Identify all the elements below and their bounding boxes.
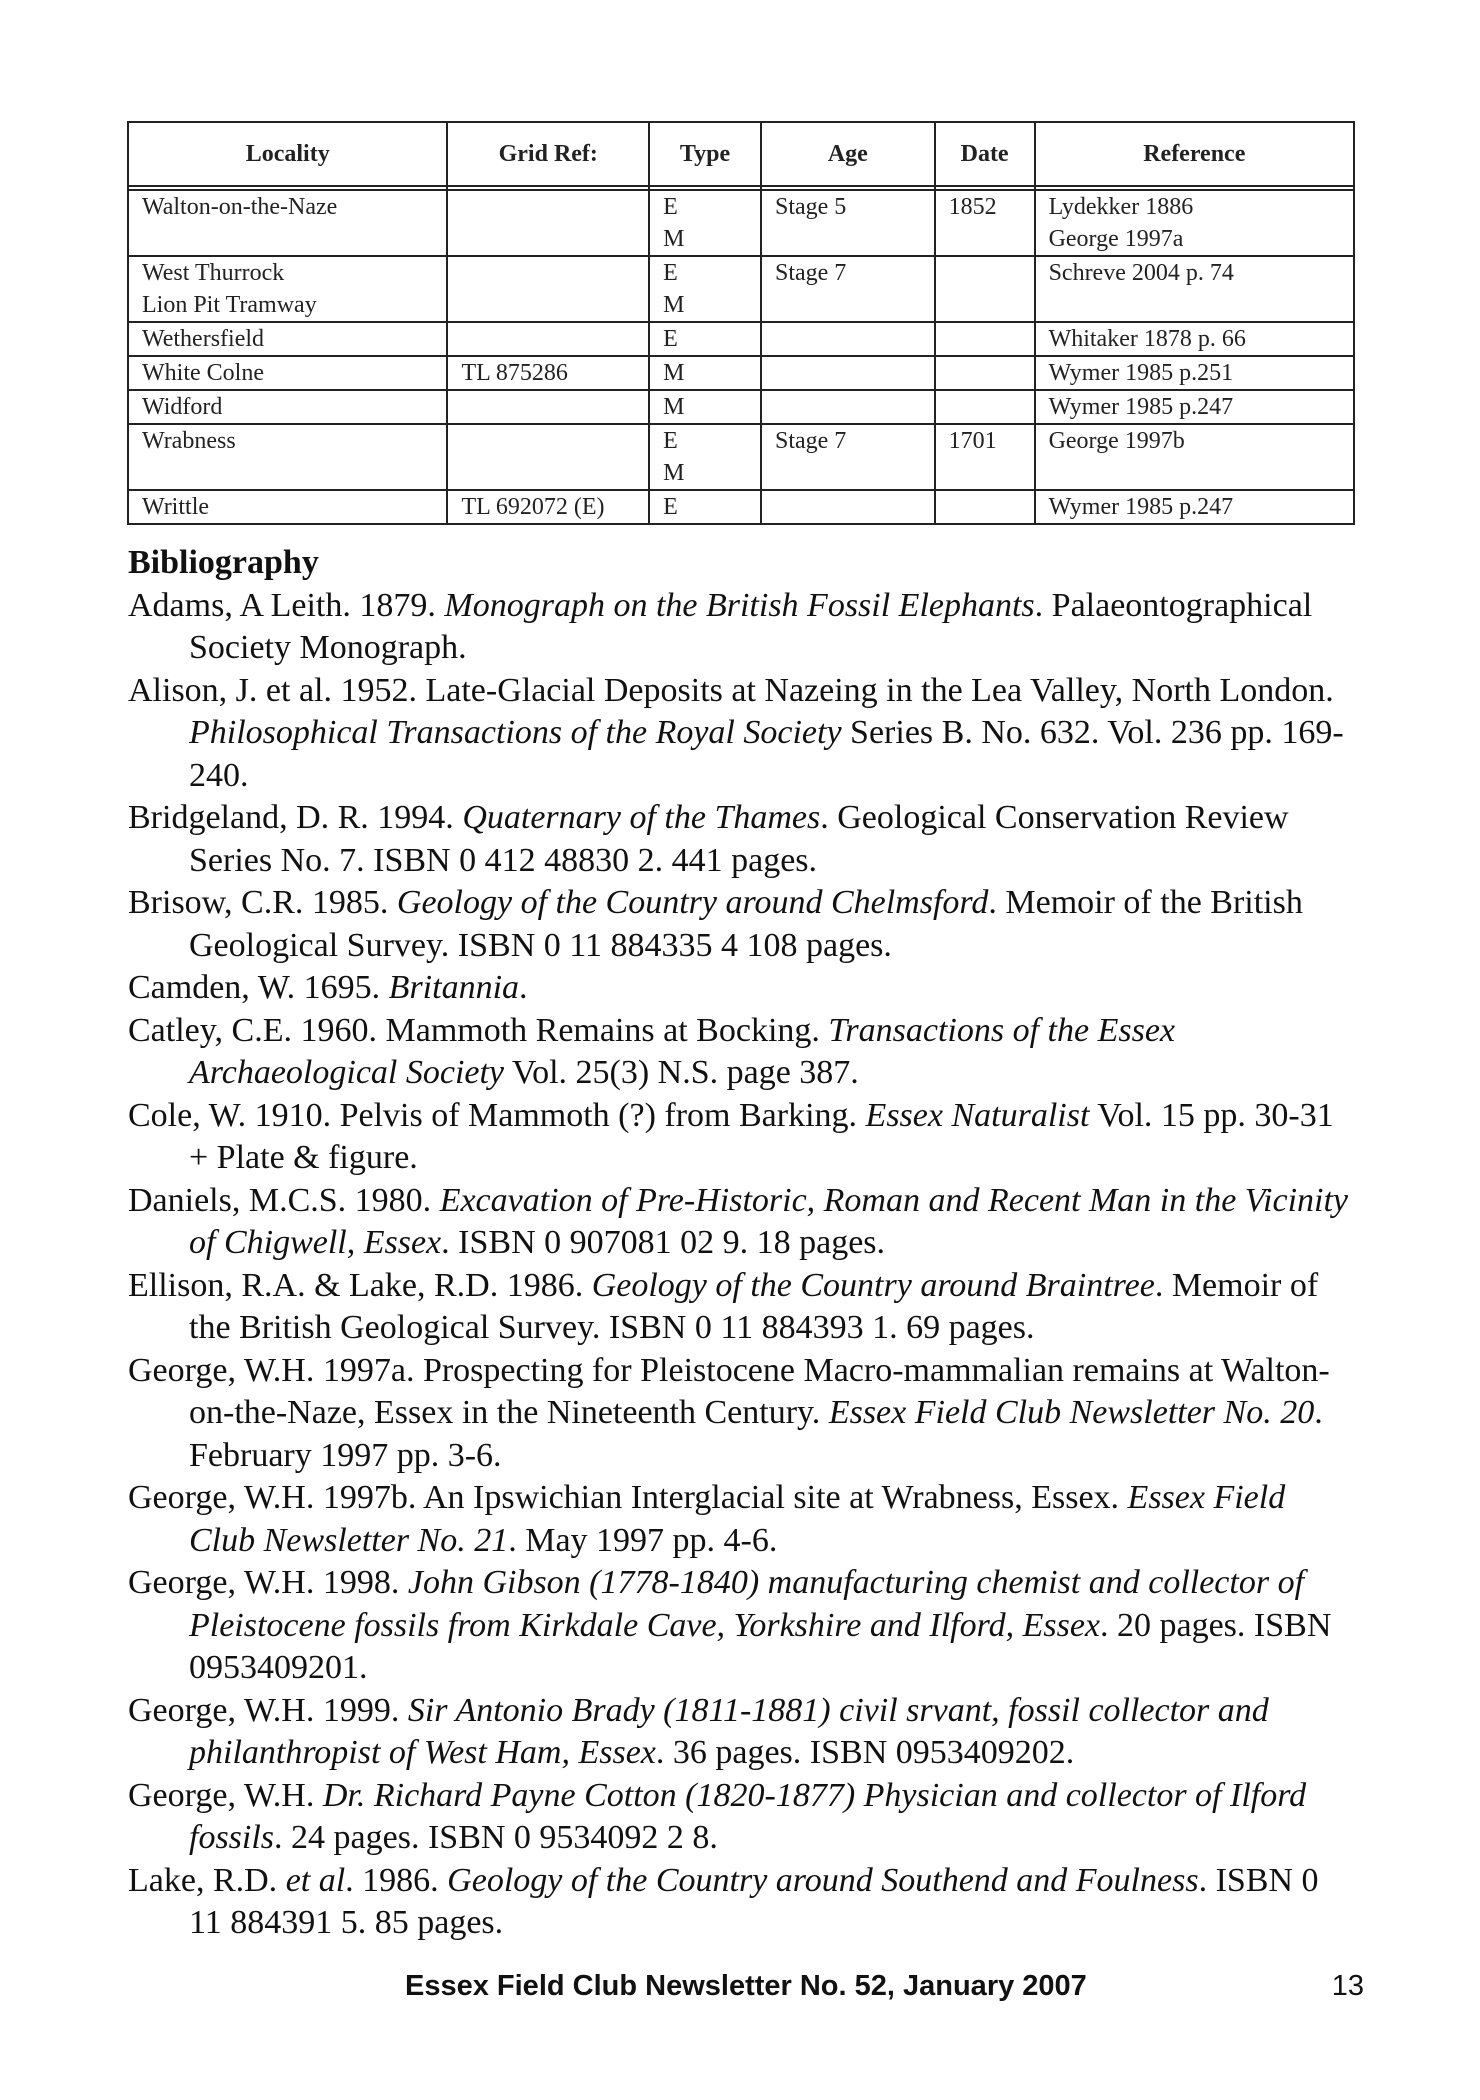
cell-line: M (663, 292, 685, 318)
table-header-row (128, 122, 1354, 186)
bibliography-section (128, 542, 1358, 1945)
table-cell-locality (128, 490, 447, 524)
table-cell-type (649, 356, 761, 390)
cell-line: Stage 5 (774, 194, 847, 220)
table-cell-age (761, 190, 935, 256)
page-footer (0, 1970, 1480, 2010)
cell-line: Wymer 1985 p.251 (1048, 360, 1234, 386)
entry-text: . May 1997 pp. 4-6. (508, 1521, 778, 1559)
entry-text: . 24 pages. ISBN 0 9534092 2 8. (274, 1819, 718, 1856)
column-header-type: Type (649, 122, 761, 186)
table-cell-age (761, 424, 935, 490)
table-cell-grid-ref (447, 256, 649, 322)
table-row (128, 322, 1354, 356)
table-cell-grid-ref (447, 390, 649, 424)
entry-text: Catley, C.E. 1960. Mammoth Remains at Bocking. (128, 1011, 829, 1049)
entry-title-italic: Sir Antonio Brady (1811-1881) civil srvant, fossil collector and philanthropist of West Ham, Essex (189, 1691, 1269, 1771)
entry-text: Vol. 15 pp. 30-31 + Plate & figure. (189, 1096, 1334, 1176)
column-header-date: Date (935, 122, 1035, 186)
bibliography-entry (128, 1095, 1358, 1180)
entry-text: . (519, 969, 528, 1006)
table-cell-grid-ref (447, 322, 649, 356)
entry-text: . 20 pages. ISBN 0953409201. (189, 1606, 1332, 1686)
table-cell-age (761, 490, 935, 524)
table-body (128, 190, 1354, 524)
table-cell-grid-ref (447, 424, 649, 490)
cell-line: E (663, 494, 678, 520)
table-cell-reference (1035, 356, 1354, 390)
table-cell-type (649, 322, 761, 356)
table-cell-date (935, 322, 1035, 356)
cell-line: E (663, 260, 678, 286)
table-cell-locality (128, 322, 447, 356)
table-cell-date (935, 190, 1035, 256)
cell-line: White Colne (142, 360, 264, 386)
table-cell-reference (1035, 490, 1354, 524)
cell-line: E (663, 428, 678, 454)
entry-title-italic: Dr. Richard Payne Cotton (1820-1877) Physician and collector of Ilford fossils (189, 1776, 1307, 1856)
entry-title-italic: Excavation of Pre-Historic, Roman and Recent Man in the Vicinity of Chigwell, Essex (189, 1181, 1348, 1261)
cell-line: 1852 (948, 194, 997, 220)
entry-text: . Geological Conservation Review Series No. 7. ISBN 0 412 48830 2. 441 pages. (189, 799, 1289, 879)
cell-line: George 1997a (1048, 226, 1184, 252)
table-cell-reference (1035, 424, 1354, 490)
entry-title-italic: Quaternary of the Thames (462, 799, 821, 836)
entry-text: George, W.H. 1997a. Prospecting for Pleistocene Macro-mammalian remains at Walton-on-the-Naze, Essex in the Nineteenth Century. (128, 1351, 1330, 1431)
table-cell-grid-ref (447, 490, 649, 524)
bibliography-entry (128, 967, 1358, 1010)
table-cell-date (935, 390, 1035, 424)
bibliography-entry (128, 882, 1358, 967)
cell-line: Walton-on-the-Naze (142, 194, 338, 220)
column-header-reference: Reference (1035, 122, 1354, 186)
entry-title-italic: Philosophical Transactions of the Royal Society (189, 714, 842, 751)
column-header-grid-ref: Grid Ref: (447, 122, 649, 186)
table-cell-grid-ref (447, 190, 649, 256)
bibliography-entry (128, 1477, 1358, 1562)
table-row (128, 390, 1354, 424)
cell-line: Wrabness (142, 428, 236, 454)
entry-text: Lake, R.D. (128, 1861, 286, 1899)
entry-title-italic: Britannia (388, 969, 520, 1006)
cell-line: Writtle (142, 494, 210, 520)
entry-title-italic: et al (285, 1861, 346, 1899)
bibliography-entry (128, 1265, 1358, 1350)
bibliography-entry (128, 797, 1358, 882)
cell-line: M (663, 360, 685, 386)
bibliography-entry (128, 1350, 1358, 1478)
entry-text: . Palaeontographical Society Monograph. (189, 586, 1313, 666)
bibliography-entry (128, 1562, 1358, 1690)
table-cell-type (649, 424, 761, 490)
entry-text: Series B. No. 632. Vol. 236 pp. 169-240. (189, 714, 1344, 794)
cell-line: Lion Pit Tramway (142, 292, 317, 318)
cell-line: Whitaker 1878 p. 66 (1048, 326, 1246, 352)
cell-line: M (663, 394, 685, 420)
newsletter-footer-title: Essex Field Club Newsletter No. 52, January 2007 (405, 1970, 1087, 2002)
table-row (128, 190, 1354, 256)
entry-text: Cole, W. 1910. Pelvis of Mammoth (?) from Barking. (128, 1096, 866, 1134)
cell-line: Lydekker 1886 (1048, 194, 1194, 220)
table-cell-age (761, 356, 935, 390)
cell-line: Widford (142, 394, 223, 420)
entry-title-italic: Essex Field Club Newsletter No. 20 (828, 1394, 1315, 1431)
entry-text: Ellison, R.A. & Lake, R.D. 1986. (128, 1266, 592, 1304)
table-cell-date (935, 256, 1035, 322)
cell-line: George 1997b (1048, 428, 1185, 454)
bibliography-entry (128, 1775, 1358, 1860)
bibliography-entry (128, 1180, 1358, 1265)
cell-line: Wethersfield (142, 326, 265, 352)
table-cell-date (935, 490, 1035, 524)
table-cell-locality (128, 390, 447, 424)
cell-line: Schreve 2004 p. 74 (1048, 260, 1234, 286)
bibliography-heading: Bibliography (128, 544, 319, 581)
entry-title-italic: Geology of the Country around Chelmsford (396, 884, 989, 921)
entry-title-italic: Essex Naturalist (865, 1096, 1090, 1134)
entry-text: Camden, W. 1695. (128, 969, 389, 1006)
cell-line: M (663, 460, 685, 486)
entry-text: . 1986. (345, 1861, 448, 1899)
table-cell-locality (128, 256, 447, 322)
table-cell-reference (1035, 390, 1354, 424)
table-row (128, 490, 1354, 524)
table-row (128, 356, 1354, 390)
bibliography-entry (128, 1690, 1358, 1775)
entry-text: . Memoir of the British Geological Survey. ISBN 0 11 884393 1. 69 pages. (189, 1266, 1319, 1346)
entry-text: Adams, A Leith. 1879. (128, 586, 445, 624)
entry-text: George, W.H. (128, 1776, 323, 1814)
table-cell-locality (128, 356, 447, 390)
entry-text: George, W.H. 1999. (128, 1691, 408, 1729)
bibliography-list (128, 585, 1358, 1945)
bibliography-entry (128, 670, 1358, 798)
entry-text: Brisow, C.R. 1985. (128, 884, 397, 921)
table-cell-type (649, 390, 761, 424)
table-cell-age (761, 256, 935, 322)
entry-text: . February 1997 pp. 3-6. (189, 1394, 1323, 1474)
entry-title-italic: Geology of the Country around Southend and Foulness (447, 1861, 1199, 1899)
entry-text: Bridgeland, D. R. 1994. (128, 799, 463, 836)
entry-text: George, W.H. 1997b. An Ipswichian Interglacial site at Wrabness, Essex. (128, 1479, 1128, 1516)
entry-title-italic: Monograph on the British Fossil Elephants (444, 586, 1035, 624)
bibliography-entry (128, 1860, 1358, 1945)
cell-line: TL 875286 (461, 360, 568, 386)
table-cell-reference (1035, 256, 1354, 322)
cell-line: TL 692072 (E) (461, 494, 605, 520)
entry-title-italic: John Gibson (1778-1840) manufacturing chemist and collector of Pleistocene fossils from Kirkdale Cave, Yorkshire and Ilford, Essex (189, 1564, 1305, 1644)
table-cell-locality (128, 424, 447, 490)
entry-text: . Memoir of the British Geological Survey. ISBN 0 11 884335 4 108 pages. (189, 884, 1303, 964)
bibliography-entry (128, 1010, 1358, 1095)
cell-line: Stage 7 (774, 428, 847, 454)
table-cell-date (935, 356, 1035, 390)
cell-line: Wymer 1985 p.247 (1048, 494, 1234, 520)
table-cell-age (761, 322, 935, 356)
entry-text: Vol. 25(3) N.S. page 387. (504, 1054, 859, 1091)
entry-text: Daniels, M.C.S. 1980. (128, 1181, 440, 1219)
table-cell-grid-ref (447, 356, 649, 390)
table-cell-date (935, 424, 1035, 490)
cell-line: Wymer 1985 p.247 (1048, 394, 1234, 420)
table-cell-reference (1035, 190, 1354, 256)
bibliography-entry (128, 585, 1358, 670)
cell-line: E (663, 326, 678, 352)
table-cell-locality (128, 190, 447, 256)
table-row (128, 424, 1354, 490)
table-cell-age (761, 390, 935, 424)
table-cell-type (649, 256, 761, 322)
entry-text: . 36 pages. ISBN 0953409202. (655, 1734, 1075, 1771)
column-header-age: Age (761, 122, 935, 186)
entry-title-italic: Essex Field Club Newsletter No. 21 (189, 1479, 1286, 1559)
entry-text: Alison, J. et al. 1952. Late-Glacial Deposits at Nazeing in the Lea Valley, North London. (128, 671, 1334, 709)
cell-line: Stage 7 (774, 260, 847, 286)
table-cell-type (649, 490, 761, 524)
table-cell-type (649, 190, 761, 256)
entry-text: . ISBN 0 11 884391 5. 85 pages. (189, 1861, 1319, 1941)
entry-text: George, W.H. 1998. (128, 1564, 408, 1601)
locality-table (127, 121, 1355, 525)
entry-title-italic: Transactions of the Essex Archaeological Society (189, 1011, 1175, 1091)
cell-line: E (663, 194, 678, 220)
column-header-locality: Locality (128, 122, 447, 186)
cell-line: 1701 (948, 428, 997, 454)
table-row (128, 256, 1354, 322)
cell-line: West Thurrock (142, 260, 285, 286)
cell-line: M (663, 226, 685, 252)
table-cell-reference (1035, 322, 1354, 356)
entry-text: . ISBN 0 907081 02 9. 18 pages. (441, 1224, 886, 1261)
page-number: 13 (1331, 1970, 1364, 2002)
entry-title-italic: Geology of the Country around Braintree (591, 1266, 1155, 1304)
